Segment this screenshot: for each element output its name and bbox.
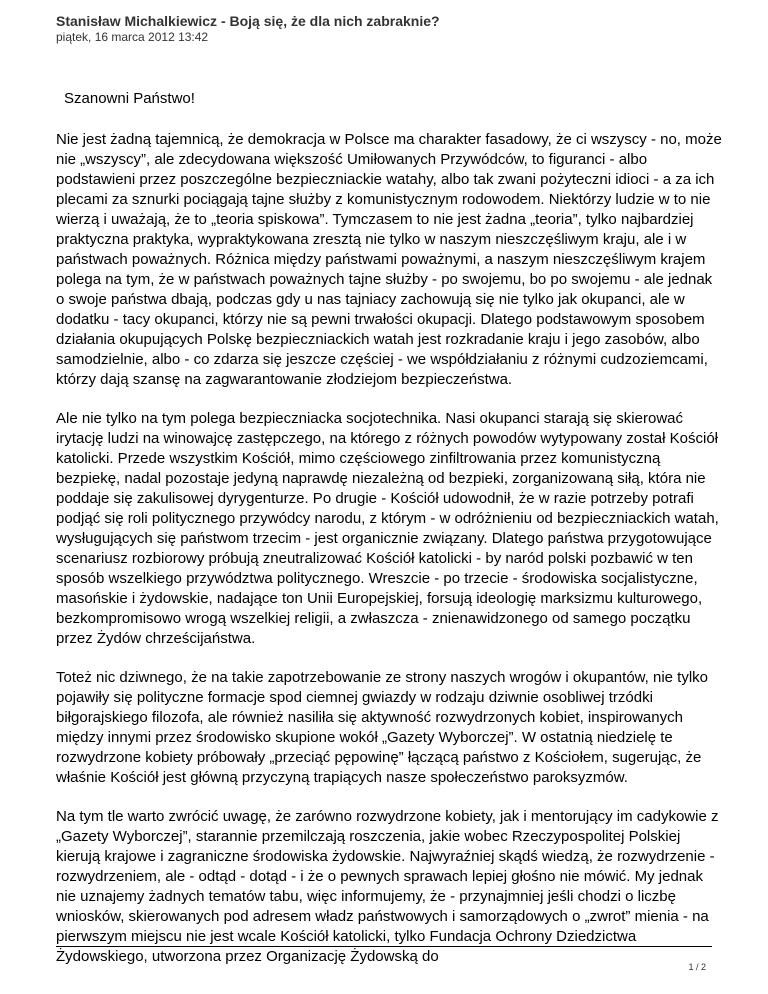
article-date: piątek, 16 marca 2012 13:42 bbox=[56, 30, 209, 44]
article-paragraph-2: Ale nie tylko na tym polega bezpieczniacka socjotechnika. Nasi okupanci starają się skierować irytację ludzi na winowajcę zastępczego, na którego z różnych powodów wytypowany został Kościół katolicki. Przede wszystkim Kościół, mimo częściowego zinfiltrowania przez komunistyczną bezpiekę, nadal pozostaje jedyną naprawdę niezależną od bezpieki, zorganizowaną siłą, która nie poddaje się zakulisowej dyrygenturze. Po drugie - Kościół udowodnił, że w razie potrzeby potrafi podjąć się roli politycznego przywódcy narodu, z którym - w odróżnieniu od bezpieczniackich watah, wysługujących się państwom trzecim - jest organicznie związany. Dlatego państwa przygotowujące scenariusz rozbiorowy próbują zneutralizować Kościół katolicki - by naród polski pozbawić w ten sposób wszelkiego przywództwa politycznego. Wreszcie - po trzecie - środowiska socjalistyczne, masońskie i żydowskie, nadające ton Unii Europejskiej, forsują ideologię marksizmu kulturowego, bezkompromisowo wrogą wszelkiej religii, a zwłaszcza - znienawidzonego od samego początku przez Żydów chrześcijaństwa. bbox=[56, 410, 719, 647]
article-title: Stanisław Michalkiewicz - Boją się, że dla nich zabraknie? bbox=[56, 13, 440, 29]
article-paragraph-1: Nie jest żadną tajemnicą, że demokracja w Polsce ma charakter fasadowy, że ci wszyscy - no, może nie „wszyscy”, ale zdecydowana większość Umiłowanych Przywódców, to figuranci - albo podstawieni przez poszczególne bezpieczniackie watahy, albo tak zwani pożyteczni idioci - a za ich plecami za sznurki pociągają tajne służby z komunistycznym rodowodem. Niektórzy ludzie w to nie wierzą i uważają, że to „teoria spiskowa”. Tymczasem to nie jest żadna „teoria”, tylko najbardziej praktyczna praktyka, wypraktykowana zresztą nie tylko w naszym nieszczęśliwym kraju, ale i w państwach poważnych. Różnica między państwami poważnymi, a naszym nieszczęśliwym krajem polega na tym, że w państwach poważnych tajne służby - po swojemu, bo po swojemu - ale jednak o swoje państwa dbają, podczas gdy u nas tajniacy zachowują się nie tylko jak okupanci, ale w dodatku - tacy okupanci, którzy nie są pewni trwałości okupacji. Dlatego podstawowym sposobem działania okupujących Polskę bezpieczniackich watah jest rozkradanie kraju i jego zasobów, albo samodzielnie, albo - co zdarza się jeszcze częściej - we współdziałaniu z różnymi cudzoziemcami, którzy dają szansę na zagwarantowanie złodziejom bezpieczeństwa. bbox=[56, 131, 722, 388]
article-greeting: Szanowni Państwo! bbox=[64, 90, 195, 107]
article-paragraph-4: Na tym tle warto zwrócić uwagę, że zarówno rozwydrzone kobiety, jak i mentorujący im cadykowie z „Gazety Wyborczej”, starannie przemilczają roszczenia, jakie wobec Rzeczypospolitej Polskiej kierują krajowe i zagraniczne środowiska żydowskie. Najwyraźniej skądś wiedzą, że rozwydrzenie - rozwydrzeniem, ale - odtąd - dotąd - i że o pewnych sprawach lepiej głośno nie mówić. My jednak nie uznajemy żadnych tematów tabu, więc informujemy, że - przynajmniej jeśli chodzi o liczbę wniosków, skierowanych pod adresem władz państwowych i samorządowych o „zwrot” mienia - na pierwszym miejscu nie jest wcale Kościół katolicki, tylko Fundacja Ochrony Dziedzictwa Żydowskiego, utworzona przez Organizację Żydowską do bbox=[56, 808, 719, 965]
article-header bbox=[56, 13, 716, 45]
article-paragraph-3: Toteż nic dziwnego, że na takie zapotrzebowanie ze strony naszych wrogów i okupantów, nie tylko pojawiły się polityczne formacje spod ciemnej gwiazdy w rodzaju dziwnie osobliwej trzódki biłgorajskiego filozofa, ale również nasiliła się aktywność rozwydrzonych kobiet, inspirowanych między innymi przez środowisko skupione wokół „Gazety Wyborczej”. W ostatnią niedzielę te rozwydrzone kobiety próbowały „przeciąć pępowinę” łączącą państwo z Kościołem, sugerując, że właśnie Kościół jest główną przyczyną trapiących nasze społeczeństwo paroksyzmów. bbox=[56, 669, 709, 786]
page-number: 1 / 2 bbox=[688, 962, 706, 972]
footer-divider bbox=[56, 946, 712, 947]
article-body bbox=[56, 89, 722, 986]
